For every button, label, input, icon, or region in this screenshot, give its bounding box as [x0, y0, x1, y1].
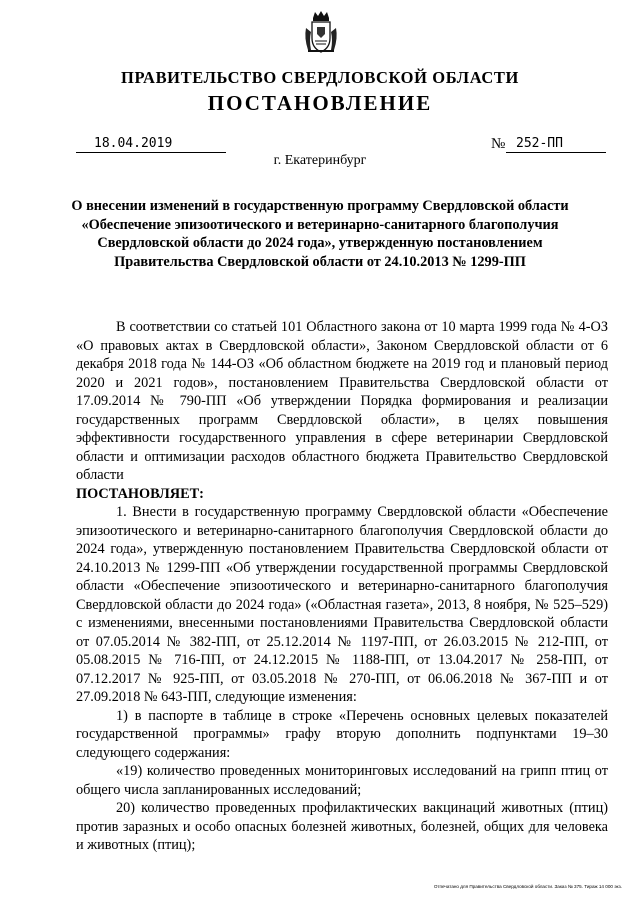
document-type-title: ПОСТАНОВЛЕНИЕ	[207, 91, 433, 115]
number-sign: №	[491, 136, 506, 152]
subitem-1-paragraph: 1) в паспорте в таблице в строке «Перечень основных целевых показателей государственной программы» графу вторую дополнить подпунктами 19–30 следующего содержания:	[76, 707, 608, 761]
government-title: ПРАВИТЕЛЬСТВО СВЕРДЛОВСКОЙ ОБЛАСТИ	[121, 68, 519, 87]
item-1-paragraph: 1. Внести в государственную программу Свердловской области «Обеспечение эпизоотического и ветеринарно-санитарного благополучия Свердловской области до 2024 года», утвержденную постановлением Правительства Свердловской области от 24.10.2013 № 1299-ПП «Об утверждении государственной программы Свердловской области «Обеспечение эпизоотического и ветеринарно-санитарного благополучия Свердловской области до 2024 года» («Областная газета», 2013, 8 ноября, № 525–529) с изменениями, внесенными постановлениями Правительства Свердловской области от 07.05.2014 № 382-ПП, от 25.12.2014 № 1197-ПП, от 26.03.2015 № 212-ПП, от 05.08.2015 № 716-ПП, от 24.12.2015 № 1188-ПП, от 13.04.2017 № 258-ПП, от 07.12.2017 № 925-ПП, от 03.05.2018 № 270-ПП, от 06.06.2018 № 367-ПП и от 27.09.2018 № 643-ПП, следующие изменения:	[76, 504, 608, 705]
city-line: г. Екатеринбург	[273, 153, 367, 168]
subitem-20-paragraph: 20) количество проведенных профилактических вакцинаций животных (птиц) против заразных и особо опасных болезней животных, болезней, общих для человека и животных (птиц);	[76, 800, 608, 853]
resolves-label: ПОСТАНОВЛЯЕТ:	[76, 485, 204, 502]
document-body	[76, 318, 608, 855]
document-number: 252-ПП	[506, 136, 606, 153]
subitem-19-paragraph: «19) количество проведенных мониторинговых исследований на грипп птиц от общего числа запланированных исследований;	[76, 763, 608, 798]
document-date-field	[76, 136, 226, 153]
preamble-paragraph: В соответствии со статьей 101 Областного закона от 10 марта 1999 года № 4-ОЗ «О правовых актах в Свердловской области», Законом Свердловской области от 6 декабря 2018 года № 144-ОЗ «Об областном бюджете на 2019 год и плановый период 2020 и 2021 годов», постановлением Правительства Свердловской области от 17.09.2014 № 790-ПП «Об утверждении Порядка формирования и реализации государственных программ Свердловской области», в целях повышения эффективности государственного управления в сфере ветеринарии Свердловской области и оптимизации расходов областного бюджета Правительство Свердловской области	[76, 319, 608, 483]
document-heading: О внесении изменений в государственную программу Свердловской области «Обеспечение эпизоотического и ветеринарно-санитарного благополучия Свердловской области до 2024 года», утвержденную постановлением Правительства Свердловской области от 24.10.2013 № 1299-ПП	[71, 198, 569, 270]
document-date: 18.04.2019	[94, 136, 173, 151]
print-footer-note: Отпечатано для Правительства Свердловской области. Заказ № 375. Тираж 14 000 экз.	[433, 884, 622, 889]
coat-of-arms-emblem	[304, 10, 338, 54]
